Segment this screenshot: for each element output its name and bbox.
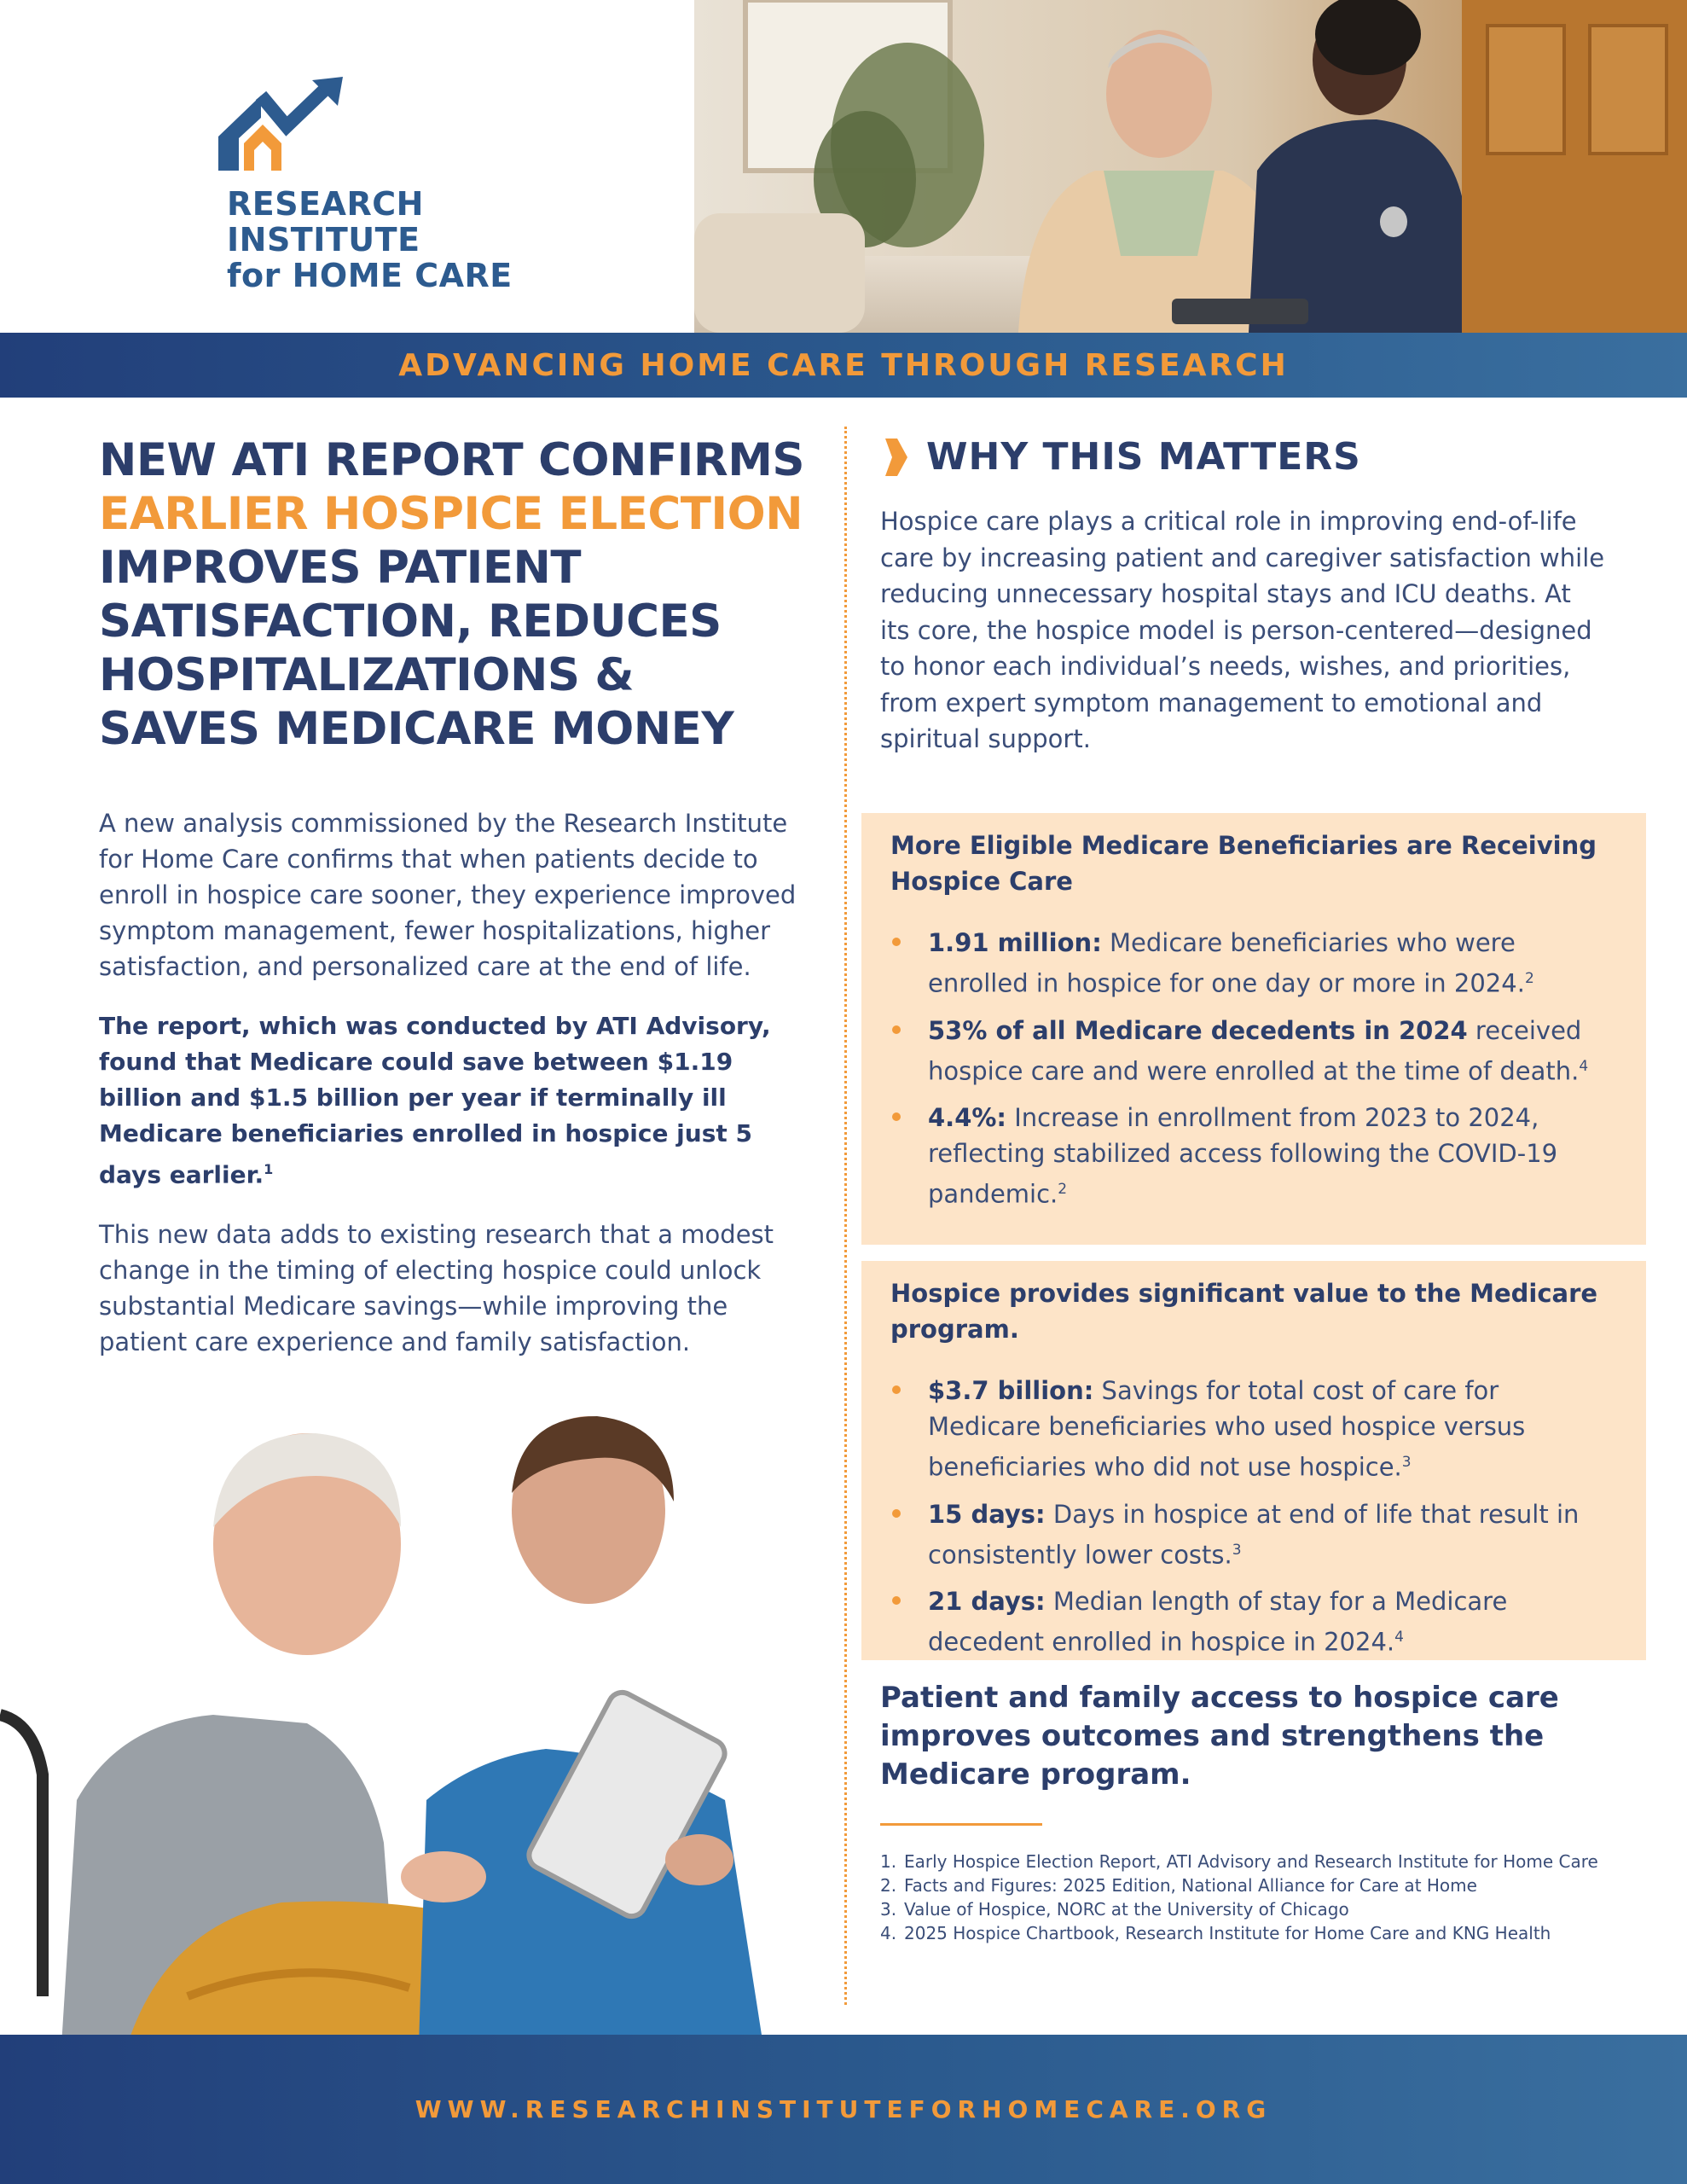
stat-text: received hospice care and were enrolled at the time of death.	[928, 1015, 1582, 1086]
callout-list	[890, 925, 1617, 1212]
stat-text: Increase in enrollment from 2023 to 2024, reflecting stabilized access following the COVID-19 pandemic.	[928, 1103, 1558, 1209]
intro-paragraph-1: A new analysis commissioned by the Research Institute for Home Care confirms that when patients decide to enroll in hospice care sooner, they experience improved symptom management, fewer hospitalizations, higher satisfaction, and personalized care at the end of life.	[99, 809, 797, 981]
headline-line-1: NEW ATI REPORT CONFIRMS	[99, 434, 805, 486]
headline-line-3: IMPROVES PATIENT	[99, 542, 582, 594]
logo-line-1: RESEARCH	[227, 185, 424, 223]
callout-title: Hospice provides significant value to the Medicare program.	[890, 1279, 1598, 1344]
list-item	[890, 925, 1617, 1002]
list-item	[890, 1013, 1617, 1089]
footnote-ref: 3	[1232, 1541, 1242, 1559]
footnote-ref: 2	[1524, 970, 1534, 987]
why-paragraph: Hospice care plays a critical role in improving end-of-life care by increasing patient and caregiver satisfaction while reducing unnecessary hospital stays and ICU deaths. At its core, the hospice model is person-centered—designed to honor each individual’s needs, wishes, and priorities, from expert symptom management to emotional and spiritual support.	[880, 507, 1605, 753]
footnote-ref: 3	[1401, 1454, 1412, 1471]
stat-label: 53% of all Medicare decedents in 2024	[928, 1015, 1468, 1045]
reference-number: 3.	[880, 1899, 897, 1920]
footnote-ref: 4	[1579, 1057, 1589, 1075]
house-arrow-logo-icon	[210, 77, 346, 179]
closing-statement: Patient and family access to hospice care improves outcomes and strengthens the Medicare program.	[880, 1681, 1559, 1792]
stat-text: Days in hospice at end of life that result in consistently lower costs.	[928, 1499, 1580, 1570]
bullet-icon	[892, 938, 901, 946]
headline-line-5: HOSPITALIZATIONS &	[99, 649, 635, 701]
callout-title: More Eligible Medicare Beneficiaries are Receiving Hospice Care	[890, 831, 1597, 896]
column-divider	[844, 427, 847, 2005]
page-headline	[99, 433, 824, 756]
references-list	[880, 1850, 1631, 1945]
reference-number: 1.	[880, 1851, 897, 1872]
footnote-ref: 1	[264, 1161, 274, 1177]
headline-line-6: SAVES MEDICARE MONEY	[99, 703, 734, 755]
why-title: WHY THIS MATTERS	[926, 435, 1361, 479]
stat-label: 21 days:	[928, 1587, 1046, 1617]
orange-rule	[880, 1823, 1042, 1826]
bullet-icon	[892, 1112, 901, 1121]
stat-label: $3.7 billion:	[928, 1376, 1094, 1405]
tagline-banner	[0, 333, 1687, 398]
hero-photo	[694, 0, 1687, 333]
footnote-ref: 2	[1058, 1181, 1068, 1199]
bullet-icon	[892, 1509, 901, 1518]
reference-text: 2025 Hospice Chartbook, Research Institute for Home Care and KNG Health	[904, 1923, 1551, 1943]
stat-label: 1.91 million:	[928, 928, 1102, 957]
list-item	[890, 1373, 1617, 1485]
reference-text: Early Hospice Election Report, ATI Advisory and Research Institute for Home Care	[904, 1851, 1598, 1872]
reference-item	[880, 1921, 1631, 1945]
callout-list	[890, 1373, 1617, 1660]
intro-paragraph-2	[99, 1008, 815, 1193]
footnote-ref: 4	[1394, 1629, 1404, 1647]
reference-item	[880, 1873, 1631, 1897]
reference-text: Facts and Figures: 2025 Edition, National Alliance for Care at Home	[904, 1875, 1477, 1896]
reference-item	[880, 1850, 1631, 1873]
footer-bar	[0, 2035, 1687, 2184]
stat-text: Median length of stay for a Medicare decedent enrolled in hospice in 2024.	[928, 1587, 1508, 1657]
bullet-icon	[892, 1596, 901, 1605]
list-item	[890, 1496, 1617, 1573]
stat-text: Medicare beneficiaries who were enrolled in hospice for one day or more in 2024.	[928, 928, 1525, 998]
website-link[interactable]: WWW.RESEARCHINSTITUTEFORHOMECARE.ORG	[415, 2095, 1272, 2123]
value-callout	[861, 1261, 1646, 1660]
reference-text: Value of Hospice, NORC at the University of Chicago	[904, 1899, 1349, 1920]
bullet-icon	[892, 1385, 901, 1394]
logo-line-2: INSTITUTE	[227, 221, 420, 258]
arrow-marker-icon	[885, 439, 907, 476]
tagline-text: ADVANCING HOME CARE THROUGH RESEARCH	[398, 347, 1289, 383]
list-item	[890, 1583, 1617, 1660]
bullet-icon	[892, 1025, 901, 1034]
logo-line-3: for HOME CARE	[227, 257, 513, 294]
beneficiaries-callout	[861, 813, 1646, 1245]
headline-line-4: SATISFACTION, REDUCES	[99, 595, 722, 648]
headline-line-2: EARLIER HOSPICE ELECTION	[99, 488, 803, 540]
why-heading	[885, 435, 1361, 479]
logo-wordmark	[227, 186, 513, 293]
reference-number: 2.	[880, 1875, 897, 1896]
care-photo	[0, 1399, 819, 2073]
intro-section	[99, 805, 815, 1384]
reference-number: 4.	[880, 1923, 897, 1943]
stat-text: Savings for total cost of care for Medicare beneficiaries who used hospice versus beneficiaries who did not use hospice.	[928, 1376, 1526, 1482]
list-item	[890, 1100, 1617, 1212]
stat-label: 4.4%:	[928, 1103, 1007, 1133]
logo	[205, 77, 563, 299]
intro-paragraph-3: This new data adds to existing research that a modest change in the timing of electing hospice could unlock substantial Medicare savings—while improving the patient care experience and family satisfaction.	[99, 1220, 774, 1357]
intro-paragraph-2-text: The report, which was conducted by ATI Advisory, found that Medicare could save between $1.19 billion and $1.5 billion per year if terminally ill Medicare beneficiaries enrolled in hospice just 5 days earlier.	[99, 1012, 771, 1189]
stat-label: 15 days:	[928, 1499, 1046, 1529]
reference-item	[880, 1897, 1631, 1921]
